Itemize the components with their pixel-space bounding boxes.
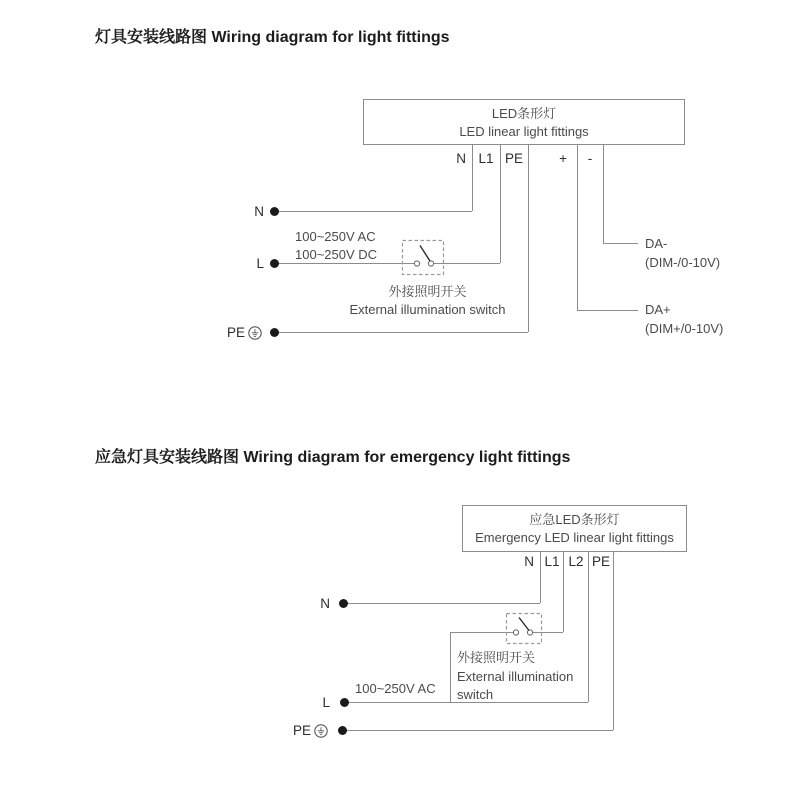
- switch-caption-1: [330, 283, 525, 319]
- dot-pe-1: [270, 328, 279, 337]
- wire-n-vertical-2: [540, 552, 541, 603]
- dot-pe-2: [338, 726, 347, 735]
- dot-n-2: [339, 599, 348, 608]
- wire-pe-vertical-2: [613, 552, 614, 730]
- terminal-n-1: N: [456, 151, 466, 166]
- dot-n-1: [270, 207, 279, 216]
- switch-caption-en-1: External illumination switch: [349, 302, 506, 317]
- external-switch-symbol-1: [399, 239, 447, 277]
- input-pe-label-2: PE: [293, 723, 312, 738]
- switch-open-contact-icon: [399, 239, 447, 277]
- fixture-name-zh-2: 应急LED条形灯: [529, 512, 620, 527]
- da-minus-label: DA-: [645, 236, 668, 251]
- wire-switch-drop-2: [450, 632, 451, 702]
- wire-l1-vertical-1: [500, 145, 501, 263]
- external-switch-symbol-2: [503, 612, 551, 648]
- terminal-minus-1: -: [587, 151, 593, 166]
- switch-caption-en2-2: switch: [457, 687, 494, 702]
- input-pe-label-1: PE: [227, 325, 246, 340]
- terminal-l1-1: L1: [478, 151, 494, 166]
- wire-minus-vertical-1: [603, 145, 604, 243]
- switch-caption-en1-2: External illumination: [457, 668, 574, 684]
- wire-l1-vertical-2: [563, 552, 564, 632]
- terminal-pe-2: PE: [591, 554, 610, 569]
- switch-caption-zh-2: 外接照明开关: [457, 650, 536, 665]
- wire-da-minus-horizontal: [603, 243, 638, 244]
- switch-caption-2: [457, 649, 597, 705]
- fixture-name-zh: LED条形灯: [491, 106, 557, 121]
- diagram1-title: 灯具安装线路图 Wiring diagram for light fittings: [95, 29, 450, 46]
- wire-plus-vertical-1: [577, 145, 578, 310]
- dot-l-1: [270, 259, 279, 268]
- terminal-pe-1: PE: [504, 151, 523, 166]
- terminal-l2-2: L2: [568, 554, 584, 569]
- input-l-label-1: L: [256, 256, 264, 271]
- da-plus-label: DA+: [645, 302, 671, 317]
- diagram2-title: 应急灯具安装线路图 Wiring diagram for emergency light fittings: [95, 449, 571, 466]
- voltage-ac-label-1: 100~250V AC: [295, 229, 376, 244]
- wire-pe-vertical-1: [528, 145, 529, 332]
- voltage-dc-label-1: 100~250V DC: [295, 247, 378, 262]
- input-n-label-2: N: [320, 596, 330, 611]
- terminal-l1-2: L1: [544, 554, 560, 569]
- earth-ground-icon: [248, 326, 262, 340]
- wire-n-horizontal-1: [274, 211, 472, 212]
- fixture-name-en-2: Emergency LED linear light fittings: [475, 529, 674, 545]
- input-pe-group-1: [227, 325, 262, 340]
- wire-n-horizontal-2: [343, 603, 540, 604]
- fixture-box-1: [363, 99, 685, 145]
- wire-n-vertical-1: [472, 145, 473, 211]
- input-pe-group-2: [293, 723, 328, 738]
- wire-pe-horizontal-2: [342, 730, 613, 731]
- switch-caption-zh-1: 外接照明开关: [388, 284, 467, 299]
- voltage-ac-label-2: 100~250V AC: [355, 681, 436, 696]
- input-l-label-2: L: [322, 695, 330, 710]
- earth-ground-icon: [314, 724, 328, 738]
- da-plus-sublabel: (DIM+/0-10V): [645, 321, 724, 336]
- terminal-n-2: N: [524, 554, 534, 569]
- terminal-plus-1: +: [559, 151, 567, 166]
- fixture-name-en: LED linear light fittings: [459, 123, 589, 139]
- wire-l-to-switch-1: [276, 263, 414, 264]
- dot-l-2: [340, 698, 349, 707]
- wire-da-plus-horizontal: [577, 310, 638, 311]
- switch-open-contact-icon: [503, 612, 551, 648]
- fixture-box-2: [462, 505, 687, 552]
- wire-pe-horizontal-1: [276, 332, 528, 333]
- input-n-label-1: N: [254, 204, 264, 219]
- da-minus-sublabel: (DIM-/0-10V): [645, 255, 721, 270]
